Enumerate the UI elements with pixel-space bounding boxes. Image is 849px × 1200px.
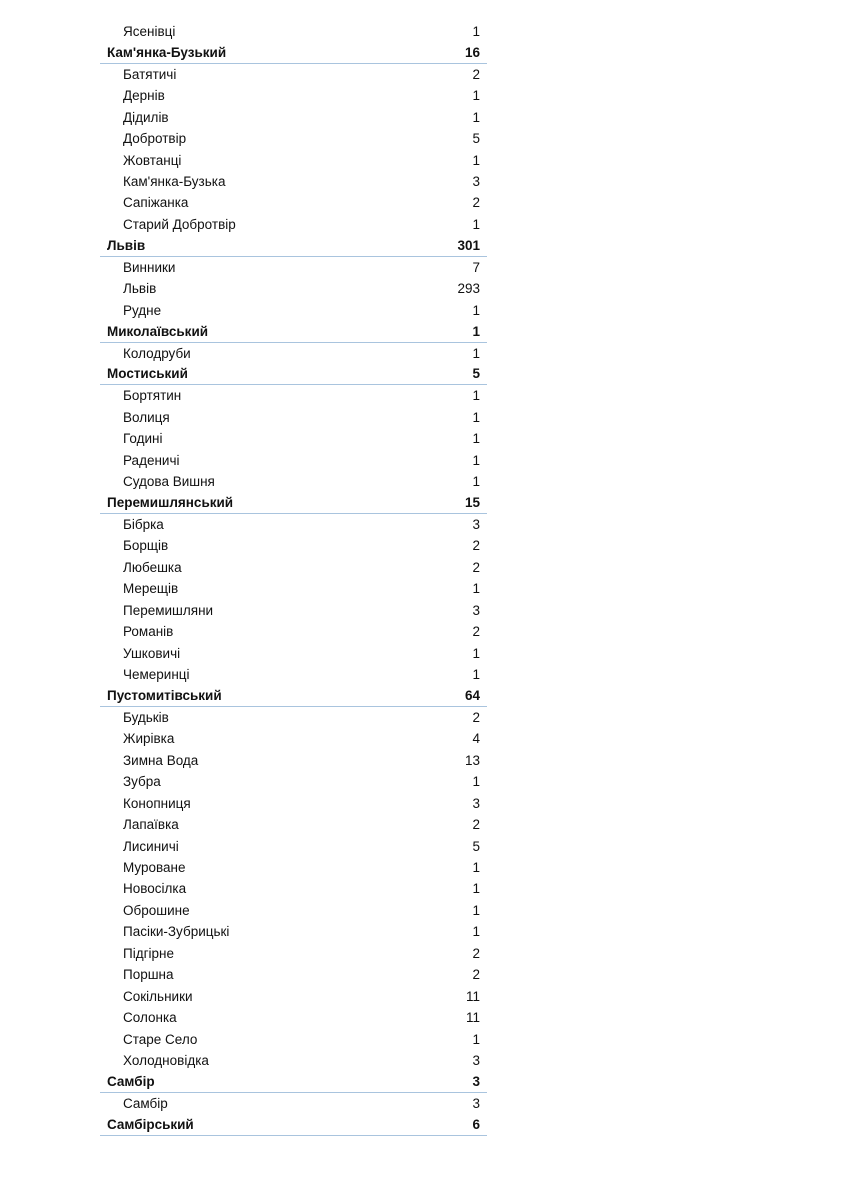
- locality-row: [100, 664, 487, 685]
- locality-row: [100, 771, 487, 792]
- locality-count: 1: [472, 431, 480, 447]
- locality-name: Годині: [123, 431, 163, 447]
- district-name: Самбірський: [107, 1116, 194, 1132]
- locality-row: [100, 536, 487, 557]
- locality-row: [100, 1093, 487, 1114]
- locality-count: 1: [472, 302, 480, 318]
- locality-row: [100, 621, 487, 642]
- locality-count: 1: [472, 474, 480, 490]
- locality-row: [100, 171, 487, 192]
- district-count: 3: [472, 1073, 480, 1089]
- locality-row: [100, 471, 487, 492]
- locality-row: [100, 557, 487, 578]
- locality-row: [100, 986, 487, 1007]
- locality-count: 2: [472, 66, 480, 82]
- locality-name: Мерещів: [123, 581, 179, 597]
- locality-name: Львів: [123, 281, 157, 297]
- district-count: 64: [464, 688, 480, 704]
- locality-count: 1: [472, 23, 480, 39]
- district-row: [100, 321, 487, 342]
- locality-count: 1: [472, 345, 480, 361]
- locality-name: Чемеринці: [123, 667, 190, 683]
- locality-row: [100, 814, 487, 835]
- locality-row: [100, 85, 487, 106]
- district-row: [100, 235, 487, 256]
- locality-name: Добротвір: [123, 131, 187, 147]
- locality-name: Батятичі: [123, 66, 177, 82]
- locality-count: 2: [472, 945, 480, 961]
- locality-name: Оброшине: [123, 902, 190, 918]
- locality-count: 5: [472, 838, 480, 854]
- locality-row: [100, 214, 487, 235]
- locality-count: 2: [472, 967, 480, 983]
- locality-count: 1: [472, 216, 480, 232]
- locality-count: 3: [472, 1052, 480, 1068]
- locality-count: 5: [472, 131, 480, 147]
- locality-count: 1: [472, 409, 480, 425]
- locality-name: Дідилів: [123, 109, 169, 125]
- locality-count: 3: [472, 795, 480, 811]
- locality-name: Борщів: [123, 538, 169, 554]
- district-row: [100, 364, 487, 385]
- locality-name: Романів: [123, 624, 174, 640]
- locality-name: Самбір: [123, 1095, 168, 1111]
- locality-name: Волиця: [123, 409, 170, 425]
- locality-count: 1: [472, 109, 480, 125]
- locality-count: 3: [472, 517, 480, 533]
- locality-row: [100, 964, 487, 985]
- locality-name: Солонка: [123, 1010, 177, 1026]
- locality-row: [100, 793, 487, 814]
- locality-name: Кам'янка-Бузька: [123, 174, 226, 190]
- locality-count: 2: [472, 709, 480, 725]
- locality-row: [100, 64, 487, 85]
- locality-name: Лисиничі: [123, 838, 179, 854]
- locality-count: 293: [457, 281, 480, 297]
- district-row: [100, 493, 487, 514]
- locality-name: Лапаївка: [123, 817, 179, 833]
- locality-name: Холодновідка: [123, 1052, 209, 1068]
- locality-row: [100, 900, 487, 921]
- locality-row: [100, 385, 487, 406]
- locality-name: Сокільники: [123, 988, 193, 1004]
- locality-row: [100, 150, 487, 171]
- locality-name: Винники: [123, 259, 176, 275]
- locality-name: Поршна: [123, 967, 174, 983]
- locality-row: [100, 450, 487, 471]
- locality-count: 2: [472, 195, 480, 211]
- locality-row: [100, 643, 487, 664]
- district-name: Кам'янка-Бузький: [107, 44, 227, 60]
- locality-name: Колодруби: [123, 345, 191, 361]
- cases-by-locality-table: [100, 21, 487, 1136]
- locality-row: [100, 728, 487, 749]
- locality-count: 1: [472, 860, 480, 876]
- district-row: [100, 42, 487, 63]
- locality-count: 1: [472, 581, 480, 597]
- locality-row: [100, 857, 487, 878]
- locality-count: 7: [472, 259, 480, 275]
- locality-count: 2: [472, 559, 480, 575]
- locality-count: 11: [465, 988, 480, 1004]
- locality-count: 1: [472, 88, 480, 104]
- district-row: [100, 1071, 487, 1092]
- locality-name: Жирівка: [123, 731, 175, 747]
- locality-row: [100, 278, 487, 299]
- locality-row: [100, 921, 487, 942]
- locality-count: 3: [472, 1095, 480, 1111]
- locality-count: 1: [472, 152, 480, 168]
- locality-count: 1: [472, 667, 480, 683]
- district-count: 5: [472, 366, 480, 382]
- locality-name: Бортятин: [123, 388, 182, 404]
- locality-name: Рудне: [123, 302, 162, 318]
- district-name: Львів: [107, 237, 146, 253]
- district-count: 301: [457, 237, 480, 253]
- locality-row: [100, 879, 487, 900]
- district-count: 15: [464, 495, 480, 511]
- locality-name: Конопниця: [123, 795, 191, 811]
- locality-name: Жовтанці: [123, 152, 182, 168]
- district-count: 16: [464, 44, 480, 60]
- locality-count: 2: [472, 624, 480, 640]
- locality-row: [100, 257, 487, 278]
- locality-row: [100, 107, 487, 128]
- locality-count: 2: [472, 538, 480, 554]
- locality-count: 3: [472, 174, 480, 190]
- locality-count: 1: [472, 881, 480, 897]
- locality-name: Ушковичі: [123, 645, 181, 661]
- district-name: Пустомитівський: [107, 688, 222, 704]
- locality-row: [100, 943, 487, 964]
- locality-row: [100, 1029, 487, 1050]
- locality-count: 1: [472, 902, 480, 918]
- locality-count: 4: [472, 731, 480, 747]
- locality-count: 3: [472, 602, 480, 618]
- district-name: Мостиський: [107, 366, 188, 382]
- locality-name: Сапіжанка: [123, 195, 189, 211]
- district-row: [100, 686, 487, 707]
- locality-name: Підгірне: [123, 945, 174, 961]
- locality-name: Бібрка: [123, 517, 164, 533]
- locality-row: [100, 750, 487, 771]
- locality-name: Судова Вишня: [123, 474, 215, 490]
- locality-name: Любешка: [123, 559, 182, 575]
- locality-row: [100, 407, 487, 428]
- locality-row: [100, 1050, 487, 1071]
- locality-count: 1: [472, 645, 480, 661]
- locality-name: Зубра: [123, 774, 161, 790]
- locality-name: Муроване: [123, 860, 186, 876]
- locality-count: 1: [472, 924, 480, 940]
- locality-name: Новосілка: [123, 881, 187, 897]
- locality-name: Старий Добротвір: [123, 216, 236, 232]
- district-row: [100, 1114, 487, 1135]
- locality-row: [100, 600, 487, 621]
- locality-count: 1: [472, 1031, 480, 1047]
- locality-name: Зимна Вода: [123, 752, 199, 768]
- locality-name: Старе Село: [123, 1031, 198, 1047]
- locality-name: Ясенівці: [123, 23, 176, 39]
- locality-row: [100, 128, 487, 149]
- locality-row: [100, 21, 487, 42]
- locality-count: 1: [472, 388, 480, 404]
- locality-row: [100, 578, 487, 599]
- locality-row: [100, 707, 487, 728]
- district-name: Самбір: [107, 1073, 155, 1089]
- locality-row: [100, 193, 487, 214]
- locality-count: 13: [464, 752, 480, 768]
- locality-count: 11: [465, 1010, 480, 1026]
- locality-name: Пасіки-Зубрицькі: [123, 924, 230, 940]
- locality-count: 1: [472, 774, 480, 790]
- locality-row: [100, 300, 487, 321]
- district-name: Перемишлянський: [107, 495, 234, 511]
- district-name: Миколаївський: [107, 323, 209, 339]
- locality-row: [100, 343, 487, 364]
- district-count: 6: [472, 1116, 480, 1132]
- locality-row: [100, 428, 487, 449]
- locality-row: [100, 514, 487, 535]
- locality-name: Дернів: [123, 88, 165, 104]
- district-count: 1: [472, 323, 480, 339]
- locality-count: 1: [472, 452, 480, 468]
- locality-name: Будьків: [123, 709, 169, 725]
- locality-name: Раденичі: [123, 452, 180, 468]
- locality-count: 2: [472, 817, 480, 833]
- locality-name: Перемишляни: [123, 602, 214, 618]
- locality-row: [100, 1007, 487, 1028]
- locality-row: [100, 836, 487, 857]
